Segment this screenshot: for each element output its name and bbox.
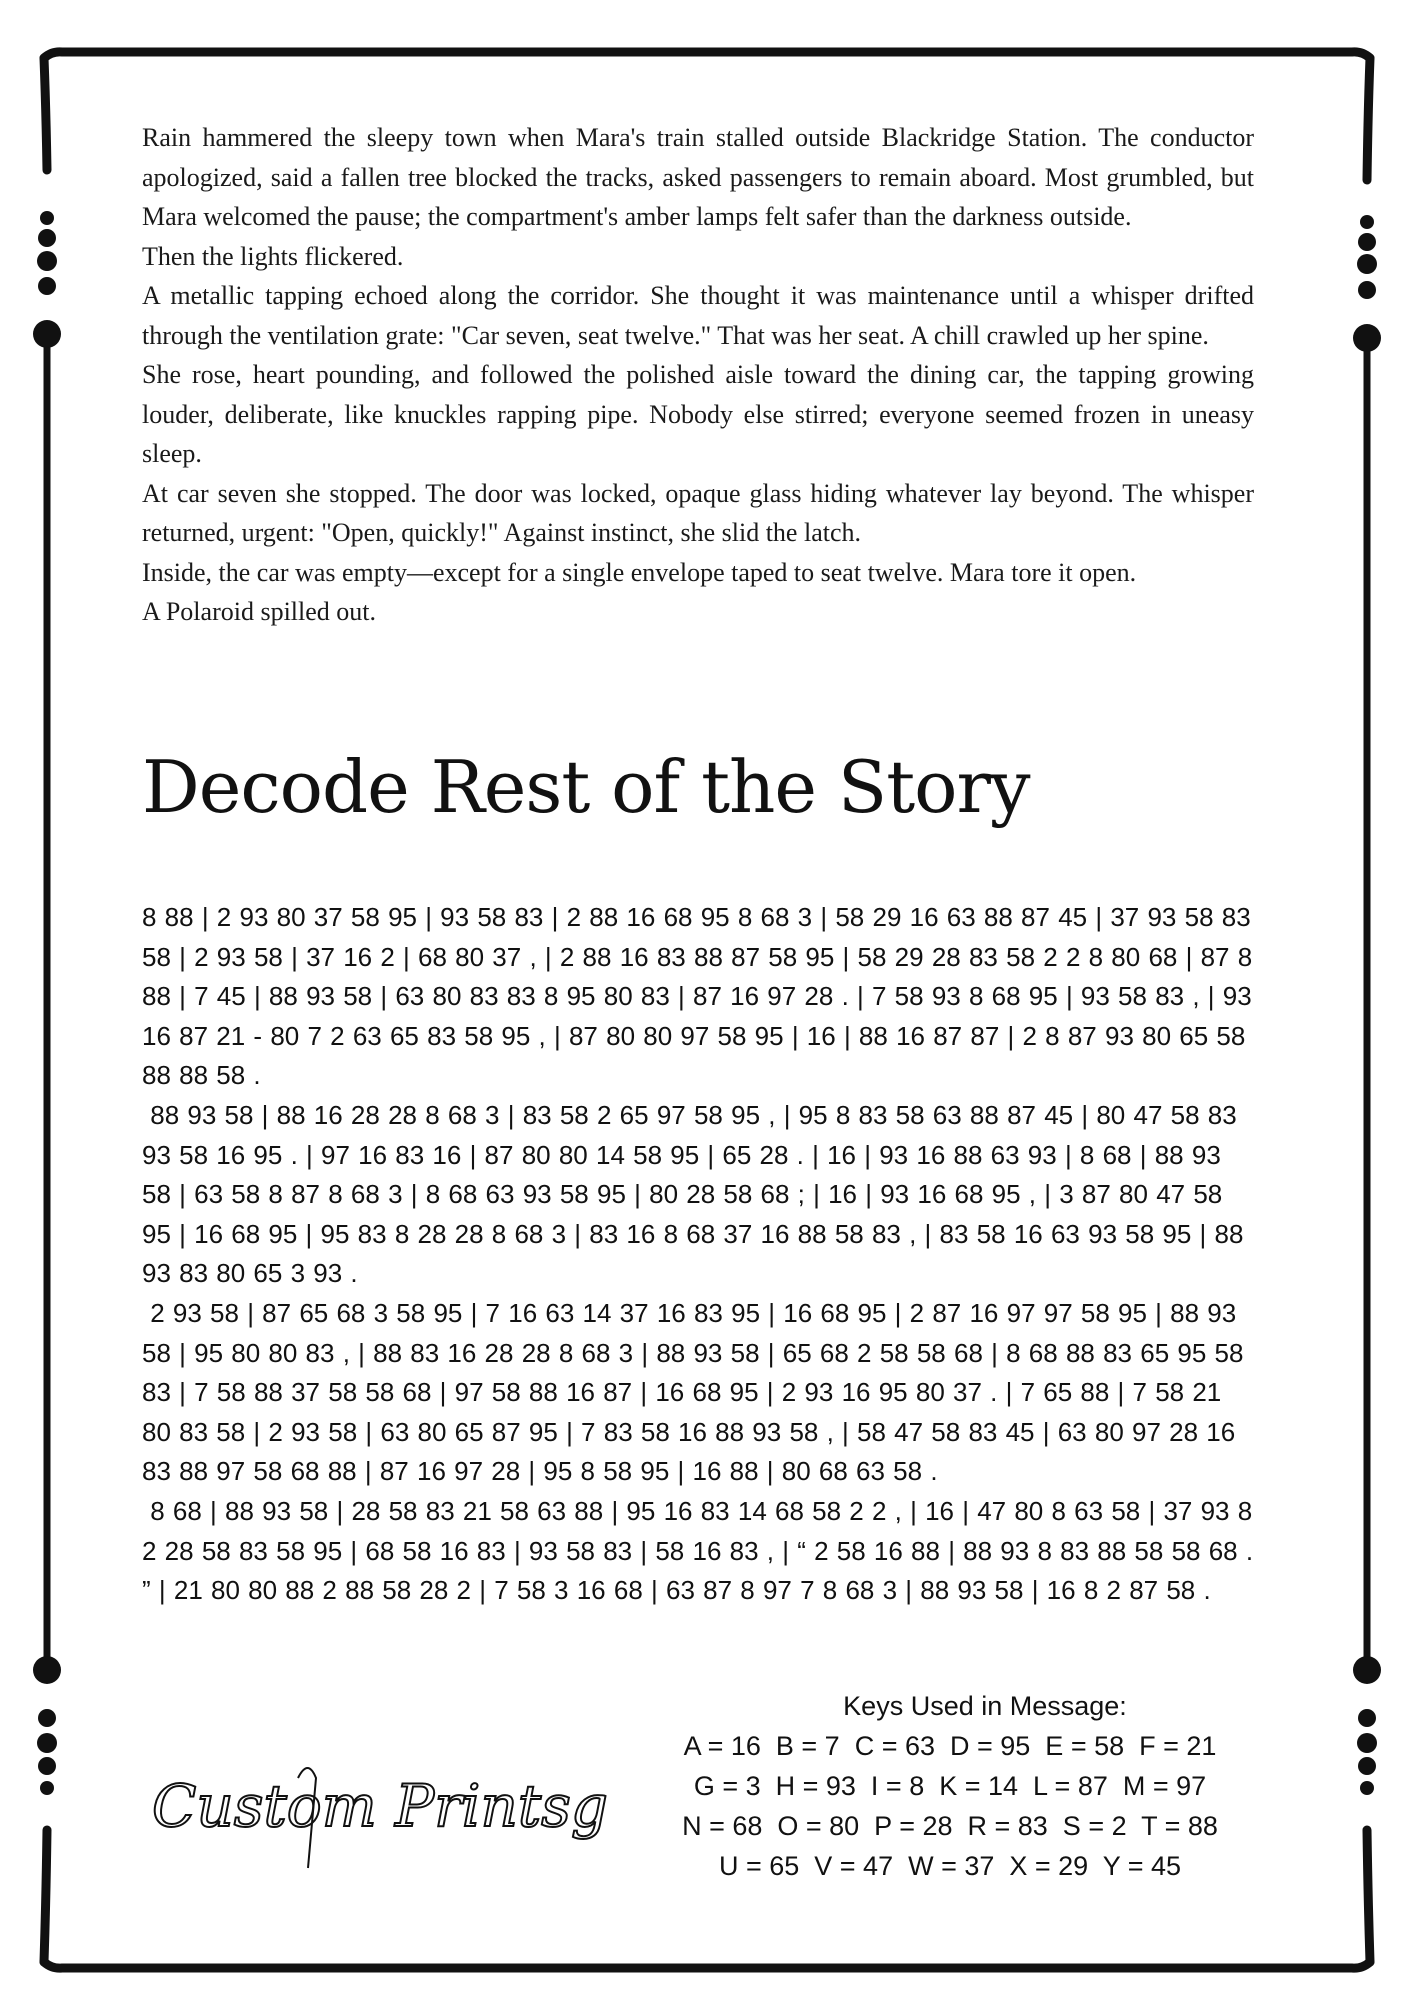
keys-row: A = 16 B = 7 C = 63 D = 95 E = 58 F = 21 [683,1731,1217,1761]
story-paragraph: A Polaroid spilled out. [142,597,376,626]
keys-row: G = 3 H = 93 I = 8 K = 14 L = 87 M = 97 [693,1771,1207,1801]
cipher-paragraph: 2 93 58 | 87 65 68 3 58 95 | 7 16 63 14 37 16 83 95 | 16 68 95 | 2 87 16 97 97 58 95 | 88 93 58 | 95 80 80 83 , | 88 83 16 28 28 8 68 3 | 88 93 58 | 65 68 2 58 58 68 | 8 68 88 83 65 95 58 83 | 7 58 88 37 58 58 68 | 97 58 88 16 87 | 16 68 95 | 2 93 16 95 80 37 . | 7 65 88 | 7 58 21 80 83 58 | 2 93 58 | 63 80 65 87 95 | 7 83 58 16 88 93 58 , | 58 47 58 83 45 | 63 80 97 28 16 83 88 97 58 68 88 | 87 16 97 28 | 95 8 58 95 | 16 88 | 80 68 63 58 . [142,1297,1252,1487]
keys-row: U = 65 V = 47 W = 37 X = 29 Y = 45 [718,1851,1182,1881]
story-section [142,118,1254,632]
frame-left-upper-dots [33,211,61,348]
keys-row: N = 68 O = 80 P = 28 R = 83 S = 2 T = 88 [682,1811,1218,1841]
frame-top-line [44,52,1370,58]
cipher-paragraph: 88 93 58 | 88 16 28 28 8 68 3 | 83 58 2 65 97 58 95 , | 95 8 83 58 63 88 87 45 | 80 47 58 83 93 58 16 95 . | 97 16 83 16 | 87 80 80 14 58 95 | 65 28 . | 16 | 93 16 88 63 93 | 8 68 | 88 93 58 | 63 58 8 87 8 68 3 | 8 68 63 93 58 95 | 80 28 58 68 ; | 16 | 93 16 68 95 , | 3 87 80 47 58 95 | 16 68 95 | 95 83 8 28 28 8 68 3 | 83 16 8 68 37 16 88 58 83 , | 83 58 16 63 93 58 95 | 88 93 83 80 65 3 93 . [142,1099,1252,1289]
frame-left-line-top [44,58,47,170]
frame-left-lower-dots [33,1656,61,1795]
keys-legend [640,1686,1260,1886]
story-paragraph: Rain hammered the sleepy town when Mara's train stalled outside Blackridge Station. The conductor apologized, said a fallen tree blocked the tracks, asked passengers to remain aboard. Most grumbled, but Mara welcomed the pause; the compartment's amber lamps felt safer than the darkness outside. [142,123,1254,231]
frame-right-line-top [1367,58,1370,180]
logo-text: Custom Printsg [152,1772,609,1840]
story-paragraph: She rose, heart pounding, and followed the polished aisle toward the dining car, the tapping growing louder, deliberate, like knuckles rapping pipe. Nobody else stirred; everyone seemed frozen in uneasy sleep. [142,360,1254,468]
story-paragraph: Inside, the car was empty—except for a single envelope taped to seat twelve. Mara tore it open. [142,557,1137,587]
cipher-paragraph: 8 88 | 2 93 80 37 58 95 | 93 58 83 | 2 88 16 68 95 8 68 3 | 58 29 16 63 88 87 45 | 37 93 58 83 58 | 2 93 58 | 37 16 2 | 68 80 37 , | 2 88 16 83 88 87 58 95 | 58 29 28 83 58 2 2 8 80 68 | 87 8 88 | 7 45 | 88 93 58 | 63 80 83 83 8 95 80 83 | 87 16 97 28 . | 7 58 93 8 68 95 | 93 58 83 , | 93 16 87 21 - 80 7 2 63 65 83 58 95 , | 87 80 80 97 58 95 | 16 | 88 16 87 87 | 2 8 87 93 80 65 58 88 88 58 . [142,902,1261,1091]
cipher-section [142,898,1262,1611]
frame-left-line-bottom [44,1830,47,1962]
frame-bottom-line [44,1962,1370,1968]
custom-printsg-logo [148,1738,609,1878]
keys-title: Keys Used in Message: [843,1691,1127,1721]
story-paragraph: At car seven she stopped. The door was locked, opaque glass hiding whatever lay beyond. The whisper returned, urgent: "Open, quickly!" Against instinct, she slid the latch. [142,478,1254,547]
story-paragraph: A metallic tapping echoed along the corridor. She thought it was maintenance until a whisper drifted through the ventilation grate: "Car seven, seat twelve." That was her seat. A chill crawled up her spine. [142,281,1254,350]
frame-right-line-bottom [1367,1830,1370,1962]
story-paragraph: Then the lights flickered. [142,241,404,271]
decode-heading: Decode Rest of the Story [142,745,1030,829]
frame-right-upper-dots [1353,215,1381,352]
cipher-paragraph: 8 68 | 88 93 58 | 28 58 83 21 58 63 88 | 95 16 83 14 68 58 2 2 , | 16 | 47 80 8 63 58 | 37 93 8 2 28 58 83 58 95 | 68 58 16 83 | 93 58 83 | 58 16 83 , | “ 2 58 16 88 | 88 93 8 83 88 58 58 68 . ” | 21 80 80 88 2 88 58 28 2 | 7 58 3 16 68 | 63 87 8 97 7 8 68 3 | 88 93 58 | 16 8 2 87 58 . [142,1495,1262,1606]
frame-right-lower-dots [1353,1656,1381,1795]
